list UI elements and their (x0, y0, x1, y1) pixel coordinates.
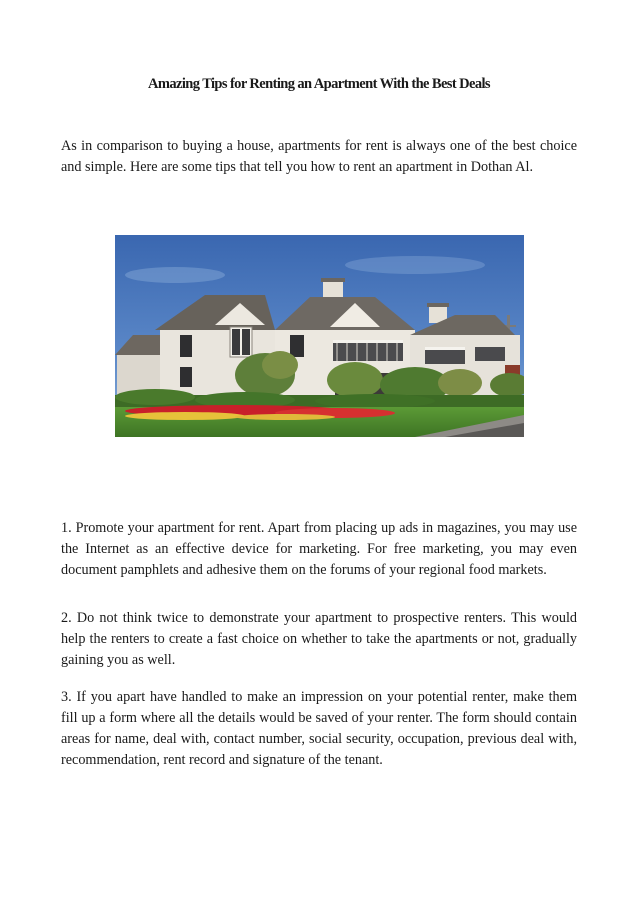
document-title: Amazing Tips for Renting an Apartment With the Best Deals (148, 76, 490, 92)
tip-3-paragraph: 3. If you apart have handled to make an impression on your potential renter, make them fill up a form where all the details would be saved of your renter. The form should contain areas for name, deal with, contact number, social security, occupation, previous deal with, recommendation, rent record and signature of the tenant. (61, 689, 577, 768)
tip-2-paragraph: 2. Do not think twice to demonstrate your apartment to prospective renters. This would help the renters to create a fast choice on whether to take the apartments or not, gradually gaining you as well. (61, 610, 577, 668)
tip-1-paragraph: 1. Promote your apartment for rent. Apart from placing up ads in magazines, you may use the Internet as an effective device for marketing. For free marketing, you may even document pamphlets and adhesive them on the forums of your regional food markets. (61, 520, 577, 578)
intro-paragraph: As in comparison to buying a house, apartments for rent is always one of the best choice and simple. Here are some tips that tell you how to rent an apartment in Dothan Al. (61, 138, 577, 175)
apartment-building-photo (115, 235, 524, 437)
